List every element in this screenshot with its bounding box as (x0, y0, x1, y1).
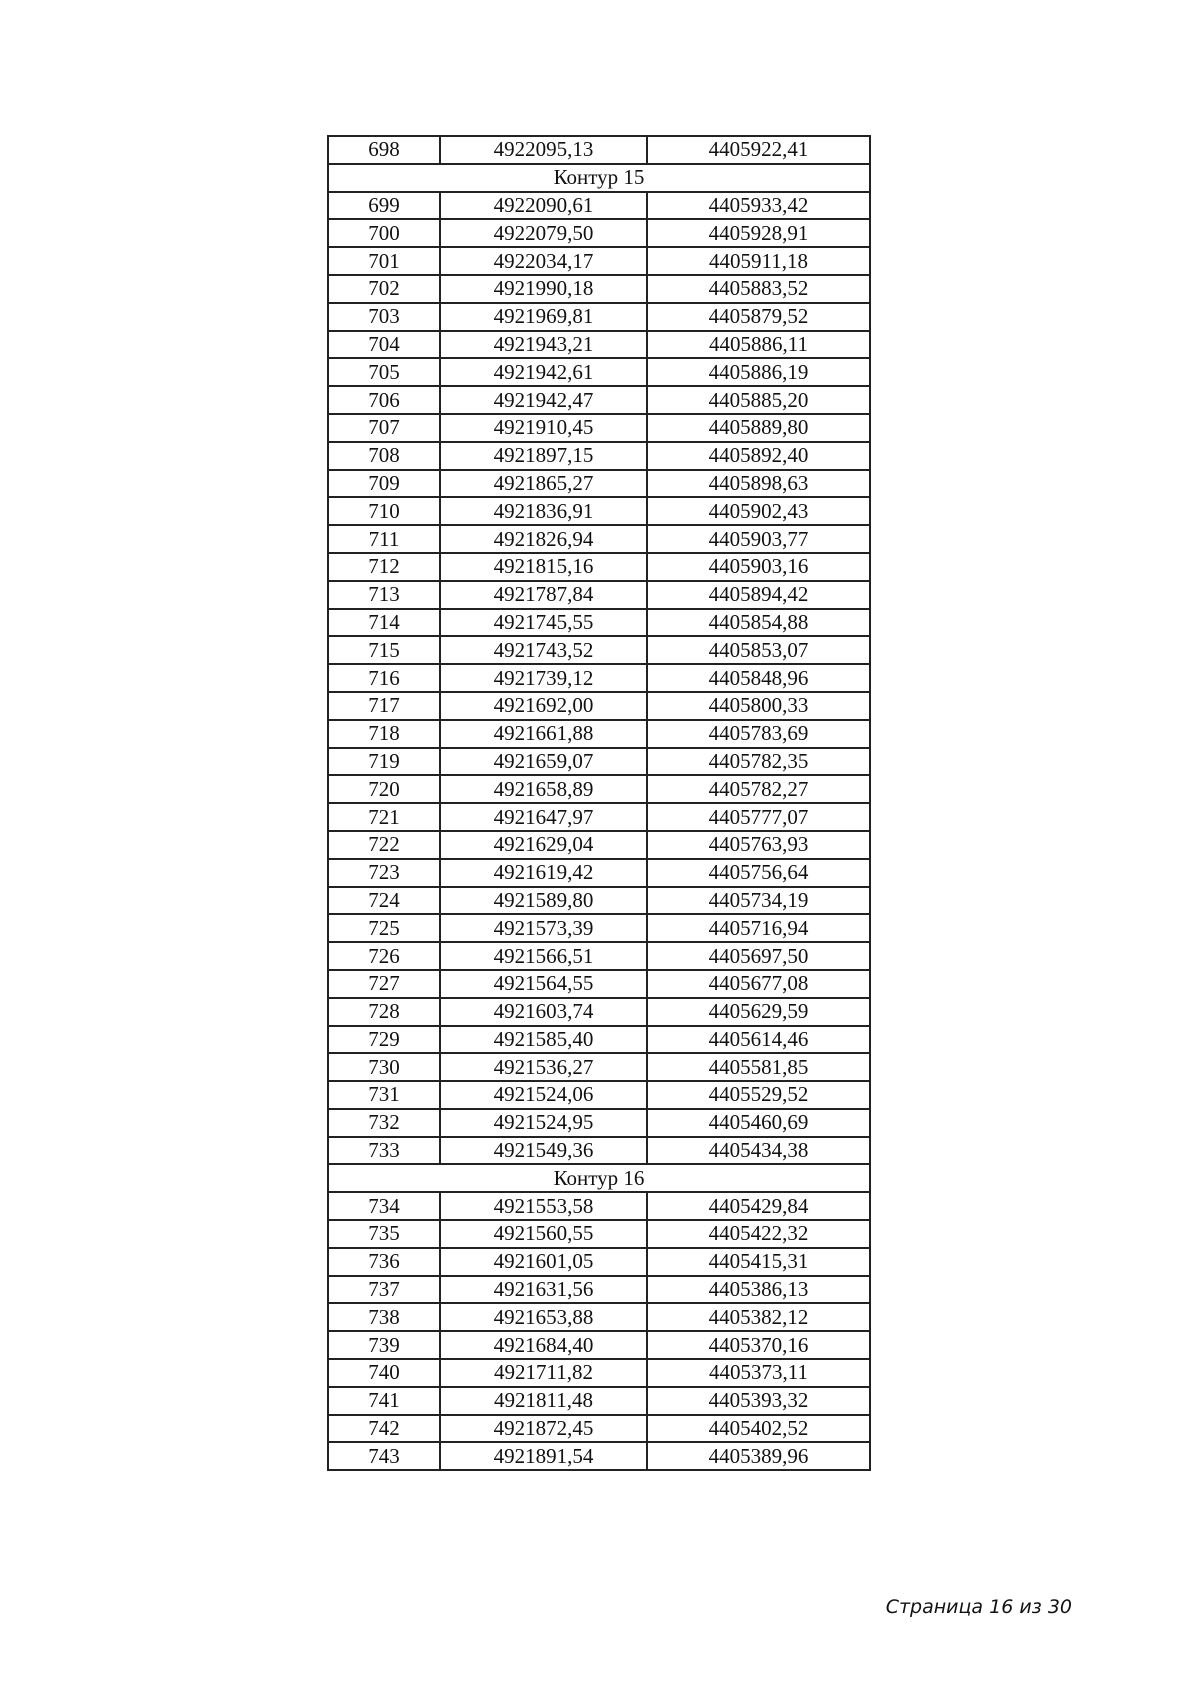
point-number-cell: 731 (328, 1081, 440, 1109)
section-header-row (328, 1164, 870, 1192)
point-number-cell: 726 (328, 942, 440, 970)
y-coordinate-cell: 4405854,88 (647, 609, 870, 637)
table-row (328, 303, 870, 331)
table-row (328, 692, 870, 720)
table-row (328, 1220, 870, 1248)
table-row (328, 247, 870, 275)
point-number-cell: 707 (328, 414, 440, 442)
x-coordinate-cell: 4922095,13 (440, 136, 647, 164)
table-row (328, 1081, 870, 1109)
table-row (328, 1026, 870, 1054)
table-row (328, 636, 870, 664)
point-number-cell: 716 (328, 664, 440, 692)
point-number-cell: 702 (328, 275, 440, 303)
point-number-cell: 737 (328, 1276, 440, 1304)
table-row (328, 942, 870, 970)
y-coordinate-cell: 4405903,77 (647, 525, 870, 553)
x-coordinate-cell: 4921891,54 (440, 1442, 647, 1470)
point-number-cell: 727 (328, 970, 440, 998)
point-number-cell: 732 (328, 1109, 440, 1137)
coordinates-table (327, 135, 871, 1471)
x-coordinate-cell: 4921897,15 (440, 442, 647, 470)
x-coordinate-cell: 4921872,45 (440, 1415, 647, 1443)
y-coordinate-cell: 4405898,63 (647, 470, 870, 498)
point-number-cell: 728 (328, 998, 440, 1026)
x-coordinate-cell: 4921524,06 (440, 1081, 647, 1109)
x-coordinate-cell: 4921711,82 (440, 1359, 647, 1387)
y-coordinate-cell: 4405756,64 (647, 859, 870, 887)
y-coordinate-cell: 4405629,59 (647, 998, 870, 1026)
y-coordinate-cell: 4405782,27 (647, 775, 870, 803)
table-row (328, 219, 870, 247)
y-coordinate-cell: 4405389,96 (647, 1442, 870, 1470)
section-title: Контур 16 (328, 1164, 870, 1192)
table-row (328, 136, 870, 164)
y-coordinate-cell: 4405883,52 (647, 275, 870, 303)
point-number-cell: 723 (328, 859, 440, 887)
x-coordinate-cell: 4921745,55 (440, 609, 647, 637)
y-coordinate-cell: 4405777,07 (647, 803, 870, 831)
table-row (328, 1387, 870, 1415)
x-coordinate-cell: 4921743,52 (440, 636, 647, 664)
point-number-cell: 722 (328, 831, 440, 859)
point-number-cell: 721 (328, 803, 440, 831)
point-number-cell: 698 (328, 136, 440, 164)
point-number-cell: 734 (328, 1192, 440, 1220)
table-row (328, 1137, 870, 1165)
y-coordinate-cell: 4405879,52 (647, 303, 870, 331)
table-row (328, 1192, 870, 1220)
table-row (328, 581, 870, 609)
y-coordinate-cell: 4405734,19 (647, 887, 870, 915)
table-row (328, 192, 870, 220)
y-coordinate-cell: 4405581,85 (647, 1053, 870, 1081)
point-number-cell: 733 (328, 1137, 440, 1165)
x-coordinate-cell: 4921560,55 (440, 1220, 647, 1248)
x-coordinate-cell: 4921585,40 (440, 1026, 647, 1054)
table-row (328, 414, 870, 442)
table-row (328, 720, 870, 748)
x-coordinate-cell: 4921524,95 (440, 1109, 647, 1137)
y-coordinate-cell: 4405370,16 (647, 1331, 870, 1359)
point-number-cell: 717 (328, 692, 440, 720)
table-row (328, 970, 870, 998)
y-coordinate-cell: 4405402,52 (647, 1415, 870, 1443)
point-number-cell: 719 (328, 748, 440, 776)
point-number-cell: 709 (328, 470, 440, 498)
table-row (328, 1248, 870, 1276)
x-coordinate-cell: 4921739,12 (440, 664, 647, 692)
table-row (328, 1303, 870, 1331)
y-coordinate-cell: 4405697,50 (647, 942, 870, 970)
y-coordinate-cell: 4405382,12 (647, 1303, 870, 1331)
y-coordinate-cell: 4405911,18 (647, 247, 870, 275)
x-coordinate-cell: 4922079,50 (440, 219, 647, 247)
x-coordinate-cell: 4921943,21 (440, 331, 647, 359)
y-coordinate-cell: 4405848,96 (647, 664, 870, 692)
y-coordinate-cell: 4405614,46 (647, 1026, 870, 1054)
point-number-cell: 700 (328, 219, 440, 247)
point-number-cell: 712 (328, 553, 440, 581)
x-coordinate-cell: 4921661,88 (440, 720, 647, 748)
table-row (328, 497, 870, 525)
x-coordinate-cell: 4921601,05 (440, 1248, 647, 1276)
x-coordinate-cell: 4921659,07 (440, 748, 647, 776)
table-row (328, 1415, 870, 1443)
x-coordinate-cell: 4921629,04 (440, 831, 647, 859)
point-number-cell: 730 (328, 1053, 440, 1081)
point-number-cell: 705 (328, 358, 440, 386)
x-coordinate-cell: 4921865,27 (440, 470, 647, 498)
point-number-cell: 743 (328, 1442, 440, 1470)
table-row (328, 1053, 870, 1081)
y-coordinate-cell: 4405393,32 (647, 1387, 870, 1415)
table-row (328, 525, 870, 553)
y-coordinate-cell: 4405894,42 (647, 581, 870, 609)
y-coordinate-cell: 4405373,11 (647, 1359, 870, 1387)
table-row (328, 275, 870, 303)
x-coordinate-cell: 4921653,88 (440, 1303, 647, 1331)
y-coordinate-cell: 4405429,84 (647, 1192, 870, 1220)
table-row (328, 998, 870, 1026)
y-coordinate-cell: 4405386,13 (647, 1276, 870, 1304)
x-coordinate-cell: 4921564,55 (440, 970, 647, 998)
y-coordinate-cell: 4405677,08 (647, 970, 870, 998)
x-coordinate-cell: 4921942,47 (440, 386, 647, 414)
table-row (328, 331, 870, 359)
x-coordinate-cell: 4921553,58 (440, 1192, 647, 1220)
x-coordinate-cell: 4921536,27 (440, 1053, 647, 1081)
x-coordinate-cell: 4921631,56 (440, 1276, 647, 1304)
x-coordinate-cell: 4921619,42 (440, 859, 647, 887)
point-number-cell: 704 (328, 331, 440, 359)
point-number-cell: 735 (328, 1220, 440, 1248)
y-coordinate-cell: 4405903,16 (647, 553, 870, 581)
x-coordinate-cell: 4921811,48 (440, 1387, 647, 1415)
table-row (328, 609, 870, 637)
point-number-cell: 703 (328, 303, 440, 331)
y-coordinate-cell: 4405886,19 (647, 358, 870, 386)
x-coordinate-cell: 4921566,51 (440, 942, 647, 970)
x-coordinate-cell: 4921692,00 (440, 692, 647, 720)
x-coordinate-cell: 4922034,17 (440, 247, 647, 275)
table-row (328, 859, 870, 887)
x-coordinate-cell: 4921910,45 (440, 414, 647, 442)
point-number-cell: 736 (328, 1248, 440, 1276)
x-coordinate-cell: 4921942,61 (440, 358, 647, 386)
table-row (328, 775, 870, 803)
point-number-cell: 729 (328, 1026, 440, 1054)
x-coordinate-cell: 4921589,80 (440, 887, 647, 915)
table-row (328, 664, 870, 692)
point-number-cell: 710 (328, 497, 440, 525)
y-coordinate-cell: 4405933,42 (647, 192, 870, 220)
x-coordinate-cell: 4921815,16 (440, 553, 647, 581)
x-coordinate-cell: 4921990,18 (440, 275, 647, 303)
point-number-cell: 720 (328, 775, 440, 803)
table-row (328, 831, 870, 859)
point-number-cell: 706 (328, 386, 440, 414)
x-coordinate-cell: 4921836,91 (440, 497, 647, 525)
point-number-cell: 701 (328, 247, 440, 275)
y-coordinate-cell: 4405886,11 (647, 331, 870, 359)
point-number-cell: 718 (328, 720, 440, 748)
point-number-cell: 725 (328, 914, 440, 942)
x-coordinate-cell: 4921603,74 (440, 998, 647, 1026)
table-row (328, 1359, 870, 1387)
y-coordinate-cell: 4405529,52 (647, 1081, 870, 1109)
point-number-cell: 714 (328, 609, 440, 637)
y-coordinate-cell: 4405885,20 (647, 386, 870, 414)
table-row (328, 470, 870, 498)
table-row (328, 386, 870, 414)
y-coordinate-cell: 4405434,38 (647, 1137, 870, 1165)
x-coordinate-cell: 4921969,81 (440, 303, 647, 331)
y-coordinate-cell: 4405800,33 (647, 692, 870, 720)
point-number-cell: 740 (328, 1359, 440, 1387)
section-title: Контур 15 (328, 164, 870, 192)
y-coordinate-cell: 4405892,40 (647, 442, 870, 470)
table-row (328, 553, 870, 581)
y-coordinate-cell: 4405422,32 (647, 1220, 870, 1248)
y-coordinate-cell: 4405415,31 (647, 1248, 870, 1276)
x-coordinate-cell: 4922090,61 (440, 192, 647, 220)
y-coordinate-cell: 4405763,93 (647, 831, 870, 859)
point-number-cell: 711 (328, 525, 440, 553)
table-row (328, 1109, 870, 1137)
x-coordinate-cell: 4921658,89 (440, 775, 647, 803)
point-number-cell: 715 (328, 636, 440, 664)
y-coordinate-cell: 4405928,91 (647, 219, 870, 247)
table-row (328, 748, 870, 776)
table-row (328, 914, 870, 942)
point-number-cell: 713 (328, 581, 440, 609)
table-row (328, 1331, 870, 1359)
y-coordinate-cell: 4405853,07 (647, 636, 870, 664)
y-coordinate-cell: 4405902,43 (647, 497, 870, 525)
x-coordinate-cell: 4921787,84 (440, 581, 647, 609)
y-coordinate-cell: 4405716,94 (647, 914, 870, 942)
point-number-cell: 742 (328, 1415, 440, 1443)
coordinates-table-body (328, 136, 870, 1470)
table-row (328, 358, 870, 386)
x-coordinate-cell: 4921647,97 (440, 803, 647, 831)
table-row (328, 803, 870, 831)
x-coordinate-cell: 4921549,36 (440, 1137, 647, 1165)
table-row (328, 1442, 870, 1470)
x-coordinate-cell: 4921826,94 (440, 525, 647, 553)
point-number-cell: 724 (328, 887, 440, 915)
point-number-cell: 739 (328, 1331, 440, 1359)
y-coordinate-cell: 4405782,35 (647, 748, 870, 776)
page-number: Страница 16 из 30 (885, 1596, 1072, 1618)
x-coordinate-cell: 4921573,39 (440, 914, 647, 942)
y-coordinate-cell: 4405783,69 (647, 720, 870, 748)
y-coordinate-cell: 4405889,80 (647, 414, 870, 442)
point-number-cell: 741 (328, 1387, 440, 1415)
point-number-cell: 699 (328, 192, 440, 220)
y-coordinate-cell: 4405460,69 (647, 1109, 870, 1137)
section-header-row (328, 164, 870, 192)
x-coordinate-cell: 4921684,40 (440, 1331, 647, 1359)
table-row (328, 1276, 870, 1304)
y-coordinate-cell: 4405922,41 (647, 136, 870, 164)
table-row (328, 442, 870, 470)
point-number-cell: 708 (328, 442, 440, 470)
point-number-cell: 738 (328, 1303, 440, 1331)
table-row (328, 887, 870, 915)
